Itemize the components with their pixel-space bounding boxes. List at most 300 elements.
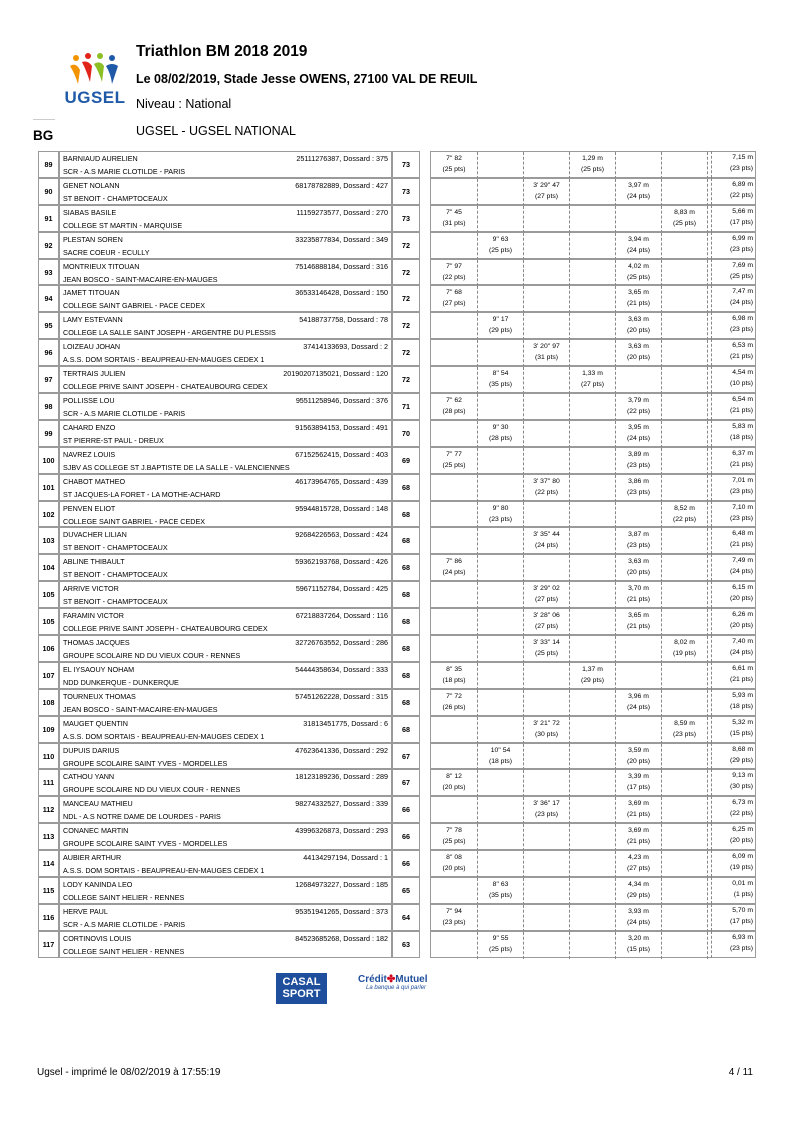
- event-performance: 3,69 m: [628, 800, 649, 808]
- total-points: 68: [392, 662, 420, 689]
- event-cell: [615, 770, 661, 797]
- rank-cell: 111: [38, 769, 59, 796]
- athlete-club: COLLEGE SAINT GABRIEL - PACE CEDEX: [63, 301, 206, 311]
- final-event-cell: [711, 205, 756, 232]
- final-points: (21 pts): [729, 460, 753, 468]
- rank-cell: 109: [38, 716, 59, 743]
- event-performance: 3,97 m: [628, 181, 649, 189]
- event-cell: [431, 878, 477, 905]
- event-cell: [615, 932, 661, 959]
- final-performance: 9,13 m: [732, 772, 753, 780]
- event-results: [430, 501, 756, 528]
- final-performance: 6,54 m: [732, 396, 753, 404]
- event-cell: [431, 448, 477, 475]
- event-performance: 7'' 78: [446, 827, 462, 835]
- final-points: (21 pts): [729, 353, 753, 361]
- event-cell: [661, 340, 707, 367]
- final-performance: 6,99 m: [732, 234, 753, 242]
- event-results: [430, 339, 756, 366]
- rank-cell: 99: [38, 420, 59, 447]
- event-cell: [615, 582, 661, 609]
- event-cell: [477, 367, 523, 394]
- athlete-license: 37414133693, Dossard : 2: [303, 342, 388, 352]
- event-cell: [523, 609, 569, 636]
- final-points: (24 pts): [729, 568, 753, 576]
- athlete-name: CHABOT MATHEO: [63, 476, 126, 486]
- event-cell: [615, 528, 661, 555]
- athlete-name: ABLINE THIBAULT: [63, 557, 125, 567]
- page-title: Triathlon BM 2018 2019: [136, 43, 308, 60]
- event-performance: 3,63 m: [628, 343, 649, 351]
- event-performance: 3,63 m: [628, 558, 649, 566]
- event-cell: [661, 313, 707, 340]
- event-performance: 9'' 63: [492, 235, 509, 243]
- event-results: [430, 366, 756, 393]
- event-cell: [569, 690, 615, 717]
- level-label: Niveau : National: [136, 97, 232, 111]
- event-cell: [569, 851, 615, 878]
- final-performance: 6,09 m: [732, 853, 753, 861]
- table-row: [38, 823, 756, 850]
- event-performance: 3,20 m: [628, 934, 649, 942]
- event-cell: [431, 152, 477, 179]
- athlete-club: SJBV AS COLLEGE ST J.BAPTISTE DE LA SALLE - VALENCIENNES: [63, 462, 290, 472]
- athlete-license: 68178782889, Dossard : 427: [295, 180, 388, 190]
- event-points: (23 pts): [442, 918, 466, 926]
- table-row: [38, 285, 756, 312]
- final-event-cell: [711, 904, 756, 931]
- athlete-license: 33235877834, Dossard : 349: [295, 234, 388, 244]
- event-cell: [615, 609, 661, 636]
- event-points: (24 pts): [626, 703, 651, 711]
- event-cell: [431, 690, 477, 717]
- table-row: [38, 339, 756, 366]
- table-row: [38, 178, 756, 205]
- event-cell: [431, 421, 477, 448]
- athlete-license: 84523685268, Dossard : 182: [295, 933, 388, 943]
- event-results: [430, 178, 756, 205]
- event-performance: 3,79 m: [628, 397, 649, 405]
- rank-cell: 100: [38, 447, 59, 474]
- athlete-name: CONANEC MARTIN: [63, 826, 129, 836]
- event-cell: [523, 421, 569, 448]
- table-row: [38, 527, 756, 554]
- total-points: 68: [392, 527, 420, 554]
- final-performance: 6,25 m: [732, 826, 753, 834]
- event-cell: [661, 502, 707, 529]
- event-points: (25 pts): [488, 945, 513, 953]
- event-cell: [569, 636, 615, 663]
- athlete-name: POLLISSE LOU: [63, 396, 115, 406]
- athlete-cell: [59, 232, 392, 259]
- event-points: (21 pts): [626, 623, 651, 631]
- event-cell: [431, 475, 477, 502]
- athlete-name: FARAMIN VICTOR: [63, 611, 124, 621]
- athlete-license: 98274332527, Dossard : 339: [295, 799, 388, 809]
- athlete-cell: [59, 366, 392, 393]
- athlete-club: NDL - A.S NOTRE DAME DE LOURDES - PARIS: [63, 812, 221, 822]
- final-event-cell: [711, 285, 756, 312]
- event-performance: 3,87 m: [628, 531, 649, 539]
- athlete-club: GROUPE SCOLAIRE SAINT YVES - MORDELLES: [63, 758, 228, 768]
- event-cell: [477, 878, 523, 905]
- athlete-name: TERTRAIS JULIEN: [63, 369, 126, 379]
- event-points: (21 pts): [626, 596, 651, 604]
- final-points: (18 pts): [729, 433, 753, 441]
- rank-cell: 115: [38, 877, 59, 904]
- event-cell: [615, 152, 661, 179]
- final-performance: 5,70 m: [732, 906, 753, 914]
- event-performance: 3,63 m: [628, 316, 649, 324]
- event-cell: [615, 663, 661, 690]
- final-event-cell: [711, 662, 756, 689]
- event-performance: 3,93 m: [628, 907, 649, 915]
- event-cell: [615, 286, 661, 313]
- final-event-cell: [711, 796, 756, 823]
- rank-cell: 98: [38, 393, 59, 420]
- rank-cell: 105: [38, 581, 59, 608]
- event-cell: [523, 878, 569, 905]
- athlete-name: DUPUIS DARIUS: [63, 745, 120, 755]
- event-results: [430, 769, 756, 796]
- athlete-club: A.S.S. DOM SORTAIS - BEAUPREAU-EN-MAUGES CEDEX 1: [63, 355, 265, 365]
- event-performance: 8,02 m: [674, 639, 695, 647]
- event-cell: [477, 690, 523, 717]
- event-cell: [477, 824, 523, 851]
- footer-page-number: 4 / 11: [728, 1067, 753, 1078]
- final-performance: 4,54 m: [732, 369, 753, 377]
- table-row: [38, 151, 756, 178]
- final-event-cell: [711, 554, 756, 581]
- total-points: 72: [392, 285, 420, 312]
- athlete-cell: [59, 823, 392, 850]
- total-points: 68: [392, 554, 420, 581]
- final-performance: 7,47 m: [732, 288, 753, 296]
- event-performance: 3' 28'' 06: [533, 612, 560, 620]
- athlete-club: GROUPE SCOLAIRE ND DU VIEUX COUR - RENNES: [63, 785, 241, 795]
- final-event-cell: [711, 474, 756, 501]
- event-points: (24 pts): [442, 569, 466, 577]
- event-points: (20 pts): [626, 327, 651, 335]
- table-row: [38, 635, 756, 662]
- event-performance: 3,65 m: [628, 289, 649, 297]
- final-points: (15 pts): [729, 729, 753, 737]
- event-performance: 7'' 97: [446, 262, 462, 270]
- event-cell: [431, 797, 477, 824]
- final-points: (23 pts): [729, 165, 753, 172]
- athlete-license: 59671152784, Dossard : 425: [295, 584, 388, 594]
- event-cell: [523, 932, 569, 959]
- final-points: (21 pts): [729, 675, 753, 683]
- event-points: (27 pts): [580, 381, 605, 389]
- event-results: [430, 259, 756, 286]
- table-row: [38, 743, 756, 770]
- athlete-license: 12684973227, Dossard : 185: [295, 880, 388, 890]
- event-cell: [431, 502, 477, 529]
- event-cell: [477, 663, 523, 690]
- total-points: 73: [392, 151, 420, 178]
- event-cell: [523, 744, 569, 771]
- event-results: [430, 796, 756, 823]
- event-points: (27 pts): [626, 865, 651, 873]
- event-results: [430, 716, 756, 743]
- event-performance: 7'' 77: [446, 450, 462, 458]
- event-cell: [569, 770, 615, 797]
- final-event-cell: [711, 393, 756, 420]
- event-cell: [615, 636, 661, 663]
- event-cell: [477, 448, 523, 475]
- final-points: (23 pts): [729, 245, 753, 253]
- event-cell: [523, 260, 569, 287]
- total-points: 72: [392, 259, 420, 286]
- event-cell: [477, 502, 523, 529]
- athlete-name: MANCEAU MATHIEU: [63, 799, 133, 809]
- event-performance: 3,86 m: [628, 477, 649, 485]
- event-performance: 4,34 m: [628, 881, 649, 889]
- organizer-label: UGSEL - UGSEL NATIONAL: [136, 124, 296, 138]
- event-cell: [615, 797, 661, 824]
- athlete-club: ST BENOIT - CHAMPTOCEAUX: [63, 543, 168, 553]
- event-points: (20 pts): [442, 865, 466, 873]
- event-results: [430, 312, 756, 339]
- casal-line1: CASAL: [282, 976, 321, 988]
- athlete-name: SIABAS BASILE: [63, 207, 117, 217]
- final-points: (30 pts): [729, 783, 753, 791]
- event-cell: [615, 421, 661, 448]
- event-cell: [661, 797, 707, 824]
- event-cell: [569, 744, 615, 771]
- event-points: (26 pts): [442, 703, 466, 711]
- athlete-club: SCR - A.S MARIE CLOTILDE - PARIS: [63, 167, 186, 176]
- event-performance: 3,59 m: [628, 746, 649, 754]
- final-event-cell: [711, 769, 756, 796]
- event-points: (28 pts): [488, 434, 513, 442]
- athlete-license: 36533146428, Dossard : 150: [295, 288, 388, 298]
- total-points: 67: [392, 769, 420, 796]
- event-cell: [477, 179, 523, 206]
- event-cell: [431, 609, 477, 636]
- event-cell: [615, 394, 661, 421]
- credit-mutuel-name: Crédit✤Mutuel: [358, 974, 428, 985]
- total-points: 68: [392, 501, 420, 528]
- final-points: (10 pts): [729, 380, 753, 388]
- event-points: (27 pts): [534, 623, 559, 631]
- event-cell: [615, 340, 661, 367]
- event-cell: [661, 878, 707, 905]
- athlete-cell: [59, 689, 392, 716]
- footer-printed: Ugsel - imprimé le 08/02/2019 à 17:55:19: [37, 1067, 221, 1078]
- event-cell: [431, 340, 477, 367]
- event-points: (35 pts): [488, 892, 513, 900]
- event-cell: [523, 475, 569, 502]
- event-cell: [661, 717, 707, 744]
- event-performance: 3' 35'' 44: [533, 531, 560, 539]
- event-cell: [523, 663, 569, 690]
- total-points: 66: [392, 823, 420, 850]
- athlete-license: 46173964765, Dossard : 439: [295, 476, 388, 486]
- athlete-name: DUVACHER LILIAN: [63, 530, 127, 540]
- final-performance: 7,49 m: [732, 557, 753, 565]
- event-performance: 3' 36'' 17: [533, 800, 560, 808]
- event-cell: [569, 905, 615, 932]
- athlete-club: COLLEGE SAINT HELIER - RENNES: [63, 946, 185, 956]
- athlete-license: 25111276387, Dossard : 375: [296, 154, 388, 163]
- event-points: (25 pts): [626, 273, 651, 281]
- final-event-cell: [711, 823, 756, 850]
- event-performance: 7'' 68: [446, 289, 462, 297]
- athlete-cell: [59, 205, 392, 232]
- event-results: [430, 581, 756, 608]
- final-performance: 6,89 m: [732, 180, 753, 188]
- athlete-license: 67152562415, Dossard : 403: [295, 449, 388, 459]
- event-points: (23 pts): [672, 730, 697, 738]
- event-points: (29 pts): [488, 327, 513, 335]
- event-performance: 3' 21'' 72: [533, 719, 560, 727]
- athlete-club: GROUPE SCOLAIRE SAINT YVES - MORDELLES: [63, 839, 228, 849]
- final-performance: 8,68 m: [732, 745, 753, 753]
- athlete-club: SCR - A.S MARIE CLOTILDE - PARIS: [63, 409, 186, 419]
- event-cell: [523, 528, 569, 555]
- casal-sport-logo: [276, 973, 327, 1004]
- event-results: [430, 205, 756, 232]
- event-performance: 3,39 m: [628, 773, 649, 781]
- event-points: (22 pts): [534, 488, 559, 496]
- event-cell: [615, 824, 661, 851]
- event-cell: [569, 367, 615, 394]
- final-performance: 6,48 m: [732, 530, 753, 538]
- athlete-name: MONTRIEUX TITOUAN: [63, 261, 140, 271]
- table-row: [38, 850, 756, 877]
- athlete-name: LODY KANINDA LEO: [63, 880, 133, 890]
- event-cell: [569, 475, 615, 502]
- final-event-cell: [711, 312, 756, 339]
- event-performance: 7'' 94: [446, 907, 462, 915]
- final-event-cell: [711, 151, 756, 178]
- event-points: (22 pts): [442, 273, 466, 281]
- event-cell: [615, 179, 661, 206]
- event-cell: [431, 367, 477, 394]
- event-points: (21 pts): [626, 838, 651, 846]
- table-row: [38, 769, 756, 796]
- event-cell: [431, 313, 477, 340]
- event-points: (20 pts): [626, 757, 651, 765]
- event-cell: [523, 905, 569, 932]
- athlete-club: COLLEGE SAINT HELIER - RENNES: [63, 893, 185, 903]
- event-points: (24 pts): [626, 918, 651, 926]
- event-points: (23 pts): [626, 461, 651, 469]
- table-row: [38, 393, 756, 420]
- event-cell: [477, 421, 523, 448]
- event-cell: [431, 528, 477, 555]
- event-performance: 3' 20'' 97: [533, 343, 560, 351]
- athlete-license: 91563894153, Dossard : 491: [295, 422, 388, 432]
- event-points: (29 pts): [580, 676, 605, 684]
- athlete-license: 47623641336, Dossard : 292: [295, 745, 388, 755]
- athlete-cell: [59, 285, 392, 312]
- event-cell: [431, 582, 477, 609]
- final-performance: 7,15 m: [732, 154, 753, 161]
- athlete-license: 44134297194, Dossard : 1: [303, 853, 388, 863]
- event-cell: [431, 636, 477, 663]
- total-points: 72: [392, 366, 420, 393]
- event-cell: [569, 824, 615, 851]
- athlete-club: ST BENOIT - CHAMPTOCEAUX: [63, 193, 168, 203]
- final-points: (18 pts): [729, 702, 753, 710]
- final-points: (21 pts): [729, 407, 753, 415]
- final-points: (17 pts): [729, 218, 753, 226]
- total-points: 64: [392, 904, 420, 931]
- event-cell: [661, 394, 707, 421]
- event-performance: 4,02 m: [628, 262, 649, 270]
- final-event-cell: [711, 232, 756, 259]
- event-date-location: Le 08/02/2019, Stade Jesse OWENS, 27100 VAL DE REUIL: [136, 72, 478, 86]
- event-points: (28 pts): [442, 408, 466, 416]
- event-points: (35 pts): [488, 381, 513, 389]
- rank-cell: 113: [38, 823, 59, 850]
- event-performance: 3,70 m: [628, 585, 649, 593]
- event-performance: 8'' 35: [446, 665, 462, 673]
- table-row: [38, 205, 756, 232]
- event-cell: [615, 502, 661, 529]
- final-event-cell: [711, 527, 756, 554]
- event-results: [430, 527, 756, 554]
- final-event-cell: [711, 877, 756, 904]
- final-event-cell: [711, 259, 756, 286]
- event-performance: 3,96 m: [628, 692, 649, 700]
- event-cell: [661, 824, 707, 851]
- event-cell: [477, 932, 523, 959]
- final-points: (20 pts): [729, 595, 753, 603]
- event-cell: [569, 663, 615, 690]
- total-points: 68: [392, 474, 420, 501]
- athlete-cell: [59, 393, 392, 420]
- final-points: (22 pts): [729, 191, 753, 199]
- event-performance: 3,65 m: [628, 612, 649, 620]
- final-performance: 7,69 m: [732, 261, 753, 269]
- athlete-club: JEAN BOSCO - SAINT-MACAIRE-EN-MAUGES: [63, 704, 218, 714]
- event-cell: [477, 286, 523, 313]
- event-results: [430, 689, 756, 716]
- event-points: (25 pts): [488, 246, 513, 254]
- event-cell: [523, 770, 569, 797]
- rank-cell: 97: [38, 366, 59, 393]
- ugsel-logo: [62, 52, 128, 108]
- final-performance: 5,83 m: [732, 422, 753, 430]
- event-cell: [661, 206, 707, 233]
- event-results: [430, 420, 756, 447]
- event-cell: [615, 878, 661, 905]
- event-performance: 1,33 m: [582, 370, 603, 378]
- event-cell: [523, 851, 569, 878]
- athlete-cell: [59, 178, 392, 205]
- event-performance: 3,69 m: [628, 827, 649, 835]
- event-cell: [431, 770, 477, 797]
- athlete-cell: [59, 554, 392, 581]
- rank-cell: 95: [38, 312, 59, 339]
- final-points: (22 pts): [729, 810, 753, 818]
- final-performance: 6,37 m: [732, 449, 753, 457]
- final-event-cell: [711, 850, 756, 877]
- event-cell: [661, 528, 707, 555]
- event-points: (20 pts): [442, 784, 466, 792]
- event-cell: [477, 260, 523, 287]
- athlete-cell: [59, 904, 392, 931]
- rank-cell: 94: [38, 285, 59, 312]
- event-cell: [569, 555, 615, 582]
- athlete-name: EL IYSAOUY NOHAM: [63, 664, 135, 674]
- event-cell: [661, 636, 707, 663]
- athlete-cell: [59, 501, 392, 528]
